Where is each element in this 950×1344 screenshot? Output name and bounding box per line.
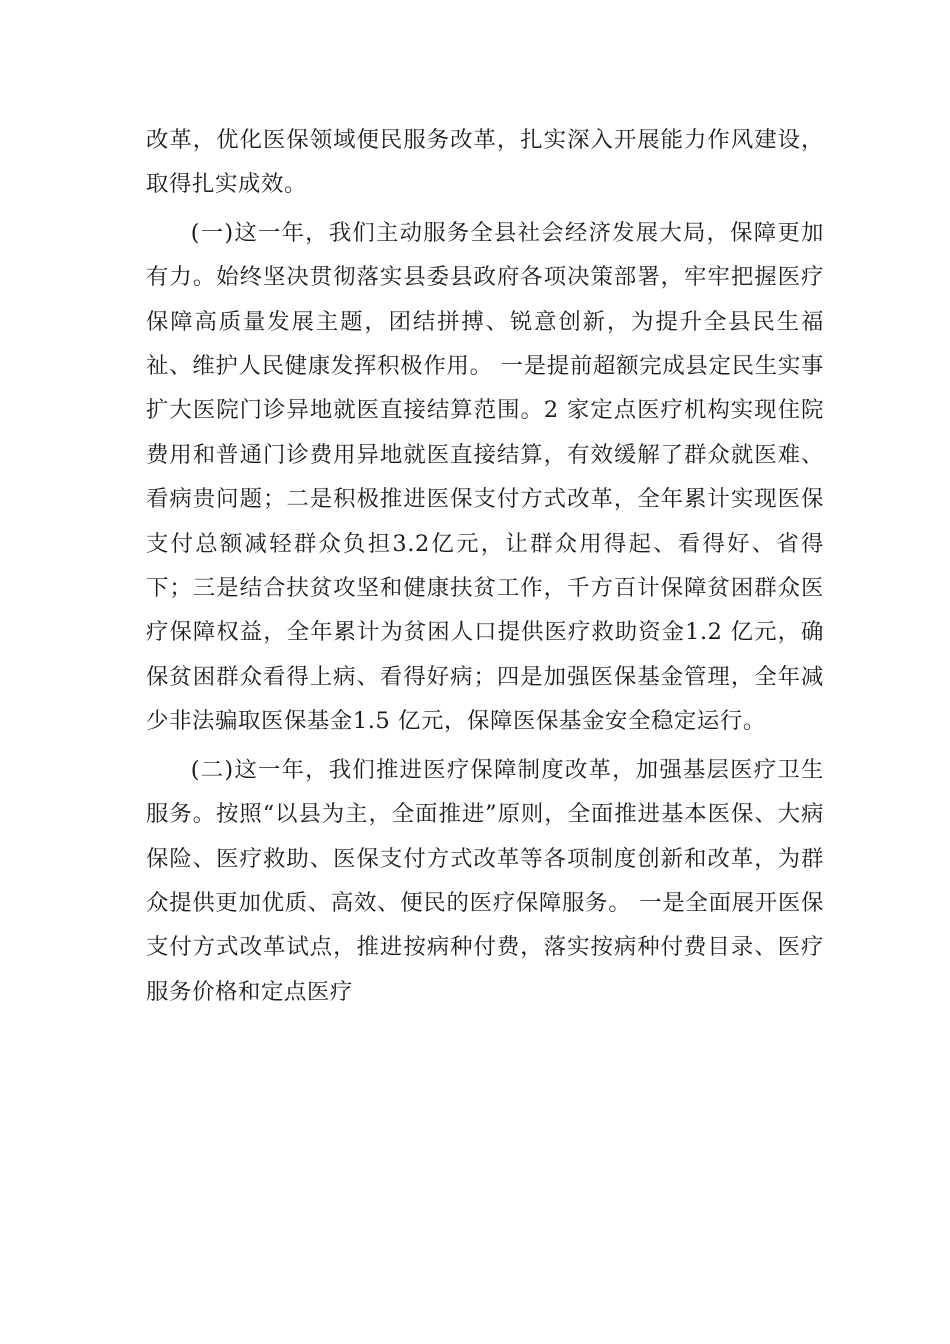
paragraph-continuation: 改革，优化医保领域便民服务改革，扎实深入开展能力作风建设，取得扎实成效。 — [146, 127, 824, 198]
document-body — [146, 118, 824, 1014]
paragraph-section-two: (二)这一年，我们推进医疗保障制度改革，加强基层医疗卫生服务。按照“以县为主，全面推进”原则，全面推进基本医保、大病保险、医疗救助、医保支付方式改革等各项制度创新和改革，为群众提供更加优质、高效、便民的医疗保障服务。 一是全面展开医保支付方式改革试点，推进按病种付费，落实按病种付费目录、医疗服务价格和定点医疗 — [146, 756, 824, 1005]
paragraph-section-one: (一)这一年，我们主动服务全县社会经济发展大局，保障更加有力。始终坚决贯彻落实县委县政府各项决策部署，牢牢把握医疗保障高质量发展主题，团结拼搏、锐意创新，为提升全县民生福祉、维护人民健康发挥积极作用。 一是提前超额完成县定民生实事扩大医院门诊异地就医直接结算范围。2 家定点医疗机构实现住院费用和普通门诊费用异地就医直接结算，有效缓解了群众就医难、看病贵问题；二是积极推进医保支付方式改革，全年累计实现医保支付总额减轻群众负担3.2亿元，让群众用得起、看得好、省得下；三是结合扶贫攻坚和健康扶贫工作，千方百计保障贫困群众医疗保障权益，全年累计为贫困人口提供医疗救助资金1.2 亿元，确保贫困群众看得上病、看得好病；四是加强医保基金管理，全年减少非法骗取医保基金1.5 亿元，保障医保基金安全稳定运行。 — [146, 219, 824, 735]
